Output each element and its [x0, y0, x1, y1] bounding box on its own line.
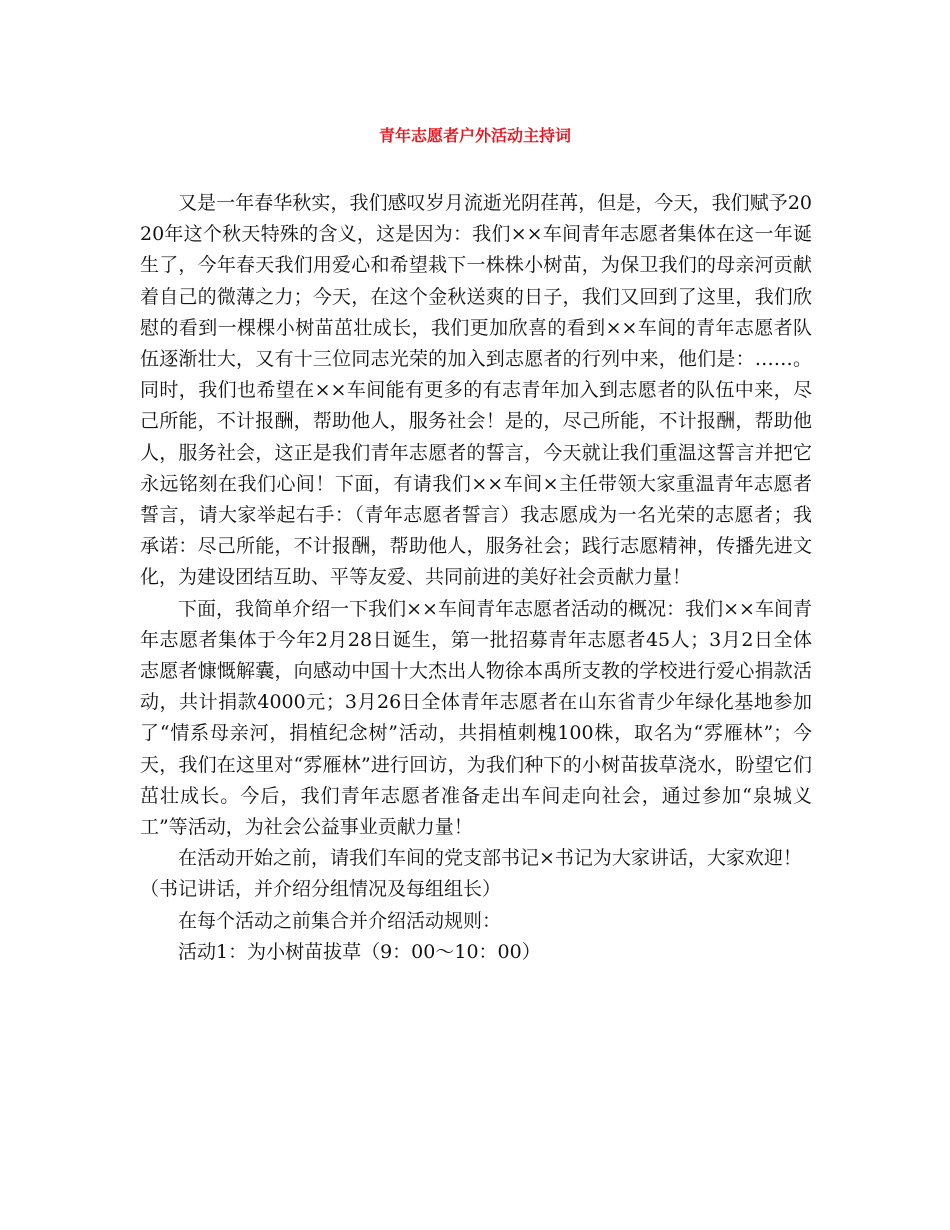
paragraph-rules-intro: 在每个活动之前集合并介绍活动规则：	[178, 909, 502, 932]
paragraph-secretary-invite: 在活动开始之前，请我们车间的党支部书记×书记为大家讲话，大家欢迎！	[178, 847, 802, 870]
document-body	[140, 188, 812, 968]
paragraph-activity-1: 活动1：为小树苗拔草（9：00～10：00）	[178, 940, 541, 963]
paragraph-secretary-note: （书记讲话，并介绍分组情况及每组组长）	[140, 878, 502, 901]
paragraph-activity-overview: 下面，我简单介绍一下我们××车间青年志愿者活动的概况：我们××车间青年志愿者集体于今年2月28日诞生，第一批招募青年志愿者45人；3月2日全体志愿者慷慨解囊，向感动中国十大杰出人物徐本禹所支教的学校进行爱心捐款活动，共计捐款4000元；3月26日全体青年志愿者在山东省青少年绿化基地参加了“情系母亲河，捐植纪念树”活动，共捐植刺槐100株，取名为“雰雁林”；今天，我们在这里对“雰雁林”进行回访，为我们种下的小树苗拔草浇水，盼望它们茁壮成长。今后，我们青年志愿者准备走出车间走向社会，通过参加“泉城义工”等活动，为社会公益事业贡献力量！	[140, 597, 812, 839]
document-title: 青年志愿者户外活动主持词	[378, 126, 571, 145]
paragraph-opening: 又是一年春华秋实，我们感叹岁月流逝光阴荏苒，但是，今天，我们赋予2020年这个秋天特殊的含义，这是因为：我们××车间青年志愿者集体在这一年诞生了，今年春天我们用爱心和希望栽下一株株小树苗，为保卫我们的母亲河贡献着自己的微薄之力；今天，在这个金秋送爽的日子，我们又回到了这里，我们欣慰的看到一棵棵小树苗茁壮成长，我们更加欣喜的看到××车间的青年志愿者队伍逐渐壮大，又有十三位同志光荣的加入到志愿者的行列中来，他们是：……。同时，我们也希望在××车间能有更多的有志青年加入到志愿者的队伍中来，尽己所能，不计报酬，帮助他人，服务社会！是的，尽己所能，不计报酬，帮助他人，服务社会，这正是我们青年志愿者的誓言，今天就让我们重温这誓言并把它永远铭刻在我们心间！下面，有请我们××车间×主任带领大家重温青年志愿者誓言，请大家举起右手：（青年志愿者誓言）我志愿成为一名光荣的志愿者；我承诺：尽己所能，不计报酬，帮助他人，服务社会；践行志愿精神，传播先进文化，为建设团结互助、平等友爱、共同前进的美好社会贡献力量！	[140, 192, 812, 589]
